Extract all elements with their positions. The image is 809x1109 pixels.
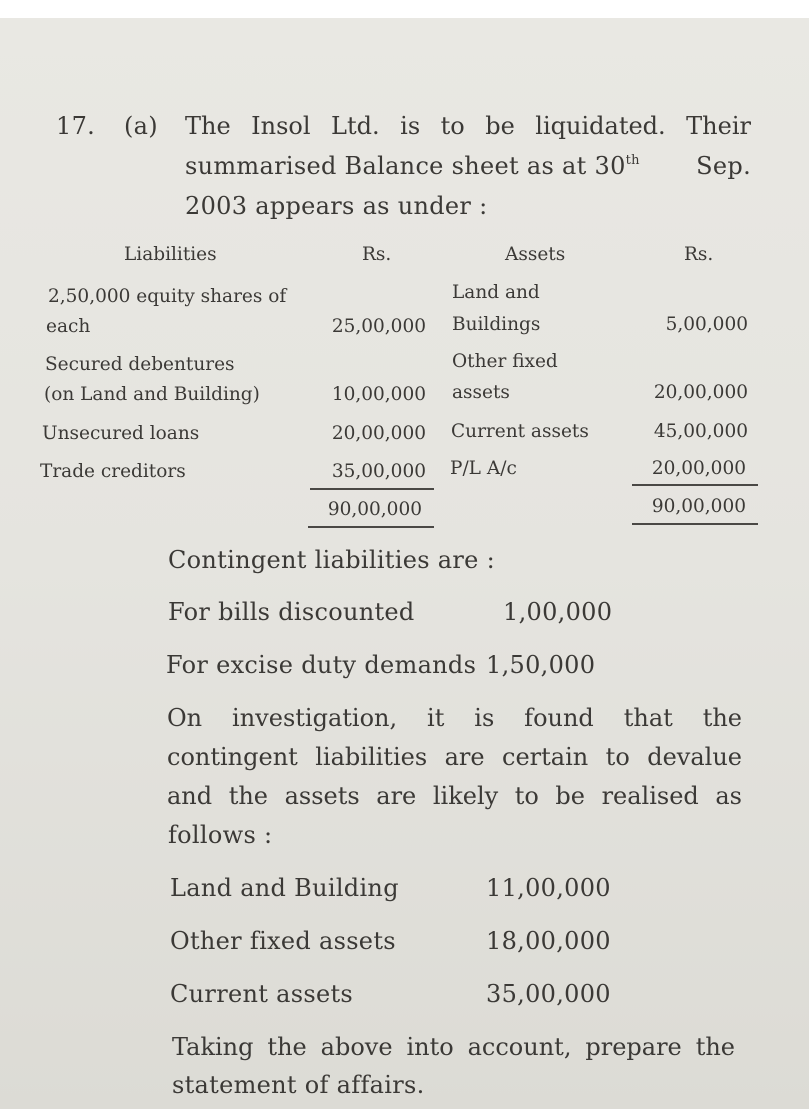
assets-total: 90,00,000 — [651, 496, 746, 517]
asset-2-line-1: Other fixed — [452, 351, 558, 372]
liabilities-total-rule-top — [310, 488, 434, 490]
liability-2-amount: 10,00,000 — [331, 384, 426, 405]
textbook-page — [0, 18, 809, 1109]
realisation-1-amount: 11,00,000 — [486, 874, 611, 902]
question-part: (a) — [124, 112, 158, 140]
liability-4-amount: 35,00,000 — [331, 461, 426, 482]
contingent-item-2-label: For excise duty demands — [166, 651, 477, 679]
conclusion-line-2: statement of affairs. — [172, 1071, 425, 1099]
liabilities-total: 90,00,000 — [327, 499, 422, 520]
liability-1-line-2: each — [46, 316, 91, 337]
asset-4-amount: 20,00,000 — [651, 458, 746, 479]
header-liabilities: Liabilities — [124, 244, 217, 265]
asset-2-amount: 20,00,000 — [653, 382, 748, 403]
realisation-1-label: Land and Building — [170, 874, 399, 902]
assets-total-rule-bottom — [632, 523, 758, 525]
liability-1-amount: 25,00,000 — [331, 316, 426, 337]
investigation-line-1: On investigation, it is found that the — [167, 704, 742, 732]
contingent-item-2-amount: 1,50,000 — [486, 651, 596, 679]
liability-3-amount: 20,00,000 — [331, 423, 426, 444]
header-assets: Assets — [505, 244, 566, 265]
realisation-2-amount: 18,00,000 — [486, 927, 611, 955]
investigation-line-3: and the assets are likely to be realised as — [167, 782, 742, 810]
asset-1-amount: 5,00,000 — [665, 314, 748, 335]
investigation-line-2: contingent liabilities are certain to devalue — [167, 743, 742, 771]
conclusion-line-1: Taking the above into account, prepare the — [172, 1033, 735, 1061]
header-rs-liabilities: Rs. — [362, 244, 392, 265]
intro-line-1: The Insol Ltd. is to be liquidated. Their — [185, 112, 751, 140]
realisation-2-label: Other fixed assets — [170, 927, 396, 955]
intro-line-2-text: summarised Balance sheet as at 30th — [185, 152, 640, 180]
asset-3-amount: 45,00,000 — [653, 421, 748, 442]
liabilities-total-rule-bottom — [308, 526, 434, 528]
asset-1-line-1: Land and — [452, 282, 540, 303]
asset-1-line-2: Buildings — [452, 314, 541, 335]
question-number: 17. — [56, 112, 96, 140]
contingent-item-1-label: For bills discounted — [168, 598, 415, 626]
asset-3-label: Current assets — [451, 421, 589, 442]
realisation-3-amount: 35,00,000 — [486, 980, 611, 1008]
contingent-item-1-amount: 1,00,000 — [503, 598, 613, 626]
liability-1-line-1: 2,50,000 equity shares of — [48, 286, 287, 307]
liability-4-label: Trade creditors — [40, 461, 186, 482]
assets-total-rule-top — [632, 484, 758, 486]
realisation-3-label: Current assets — [170, 980, 354, 1008]
asset-4-label: P/L A/c — [450, 458, 517, 479]
investigation-line-4: follows : — [168, 821, 273, 849]
asset-2-line-2: assets — [452, 382, 510, 403]
liability-3-label: Unsecured loans — [42, 423, 200, 444]
intro-line-2-month: Sep. — [696, 152, 751, 180]
date-superscript: th — [625, 153, 640, 168]
liability-2-line-1: Secured debentures — [45, 354, 235, 375]
header-rs-assets: Rs. — [684, 244, 714, 265]
intro-line-2 — [185, 152, 751, 180]
intro-line-3: 2003 appears as under : — [185, 192, 488, 220]
contingent-heading: Contingent liabilities are : — [168, 546, 495, 574]
liability-2-line-2: (on Land and Building) — [44, 384, 260, 405]
